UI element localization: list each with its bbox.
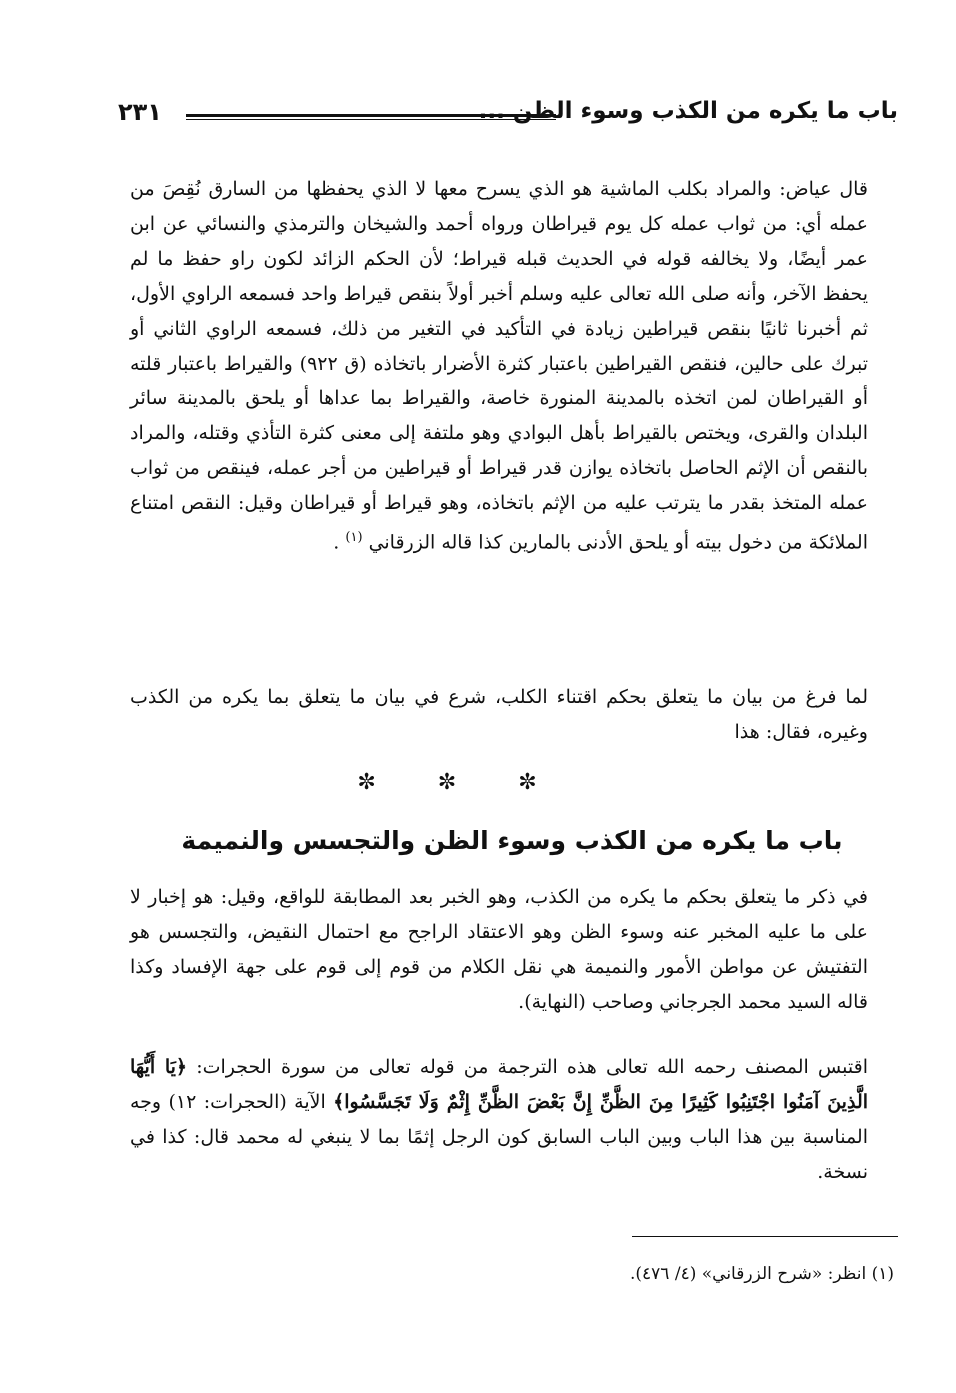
paragraph-text: قال عياض: والمراد بكلب الماشية هو الذي يسرح معها لا الذي يحفظها من السارق نُقِصَ من عمله أي: من ثواب عمله كل يوم قيراطان ورواه أحمد والشيخان والترمذي والنسائي عن ابن عمر أيضًا، ولا يخالفه قوله في الحديث قبله قيراط؛ لأن الحكم الزائد لكون راو حفظ ما لم يحفظ الآخر، وأنه صلى الله تعالى عليه وسلم أخبر أولاً بنقص قيراط واحد فسمعه الراوي الأول، ثم أخبرنا ثانيًا بنقص قيراطين زيادة في التأكيد في التغير من ذلك، فسمعه الراوي الثاني أو تبرك على حالين، فنقص القيراطين باعتبار كثرة الأضرار باتخاذه (ق ٩٢٢) والقيراط باعتبار قلته أو القيراطان لمن اتخذه بالمدينة المنورة خاصة، والقيراط بما عداها أو يلحق بالمدينة سائر البلدان والقرى، ويختص بالقيراط بأهل البوادي وهو ملتفة إلى معنى كثرة التأذي وقتله، والمراد بالنقص أن الإثم الحاصل باتخاذه يوازن قدر قيراط أو قيراطين من أجر عمله، فينقص من ثواب عمله المتخذ بقدر ما يترتب عليه من الإثم باتخاذه، وهو قيراط أو قيراطان وقيل: النقص امتناع الملائكة من دخول بيته أو يلحق الأدنى بالمارين كذا قاله الزرقاني <box>130 178 868 554</box>
paragraph-intro: اقتبس المصنف رحمه الله تعالى هذه الترجمة من قوله تعالى من سورة الحجرات: <box>196 1056 868 1078</box>
section-separator: ✼✼✼ <box>357 770 599 795</box>
paragraph-text: في ذكر ما يتعلق بحكم ما يكره من الكذب، وهو الخبر بعد المطابقة للواقع، وقيل: هو إخبار لا على ما عليه المخبر عنه وسوء الظن وهو الاعتقاد الراجح مع احتمال النقيض، والتجسس هو التفتيش عن مواطن الأمور والنميمة هي نقل الكلام من قوم إلى قوم على جهة الإفساد وكذا قاله السيد محمد الجرجاني وصاحب (النهاية). <box>130 886 868 1013</box>
paragraph-commentary <box>130 172 894 560</box>
page-header <box>118 92 898 136</box>
paragraph-text: لما فرغ من بيان ما يتعلق بحكم اقتناء الكلب، شرع في بيان ما يتعلق بما يكره من الكذب وغيره، فقال: هذا <box>130 686 868 743</box>
paragraph-end: . <box>333 531 340 554</box>
paragraph-definitions <box>130 880 894 1020</box>
footnote: (١) انظر: «شرح الزرقاني» (٤/ ٤٧٦). <box>629 1264 894 1284</box>
quran-verse: ﴿يَا أَيُّهَا الَّذِينَ آمَنُوا اجْتَنِبُوا كَثِيرًا مِنَ الظَّنِّ إِنَّ بَعْضَ الظَّنِّ إِثْمٌ وَلَا تَجَسَّسُوا﴾ <box>130 1056 869 1113</box>
paragraph-transition <box>130 680 894 750</box>
footnote-reference: (١) <box>345 530 363 546</box>
footnote-rule <box>632 1236 898 1237</box>
chapter-title: باب ما يكره من الكذب وسوء الظن والتجسس والنميمة <box>181 826 843 855</box>
running-title: باب ما يكره من الكذب وسوء الظن ... <box>478 98 898 124</box>
page-number: ٢٣١ <box>118 98 162 126</box>
header-rule <box>186 114 556 120</box>
paragraph-quran-citation <box>130 1050 894 1190</box>
paragraph-rest: الآية (الحجرات: ١٢) وجه المناسبة بين هذا الباب وبين الباب السابق كون الرجل إثمًا بما لا ينبغي له محمد قال: كذا في نسخة. <box>130 1090 868 1183</box>
